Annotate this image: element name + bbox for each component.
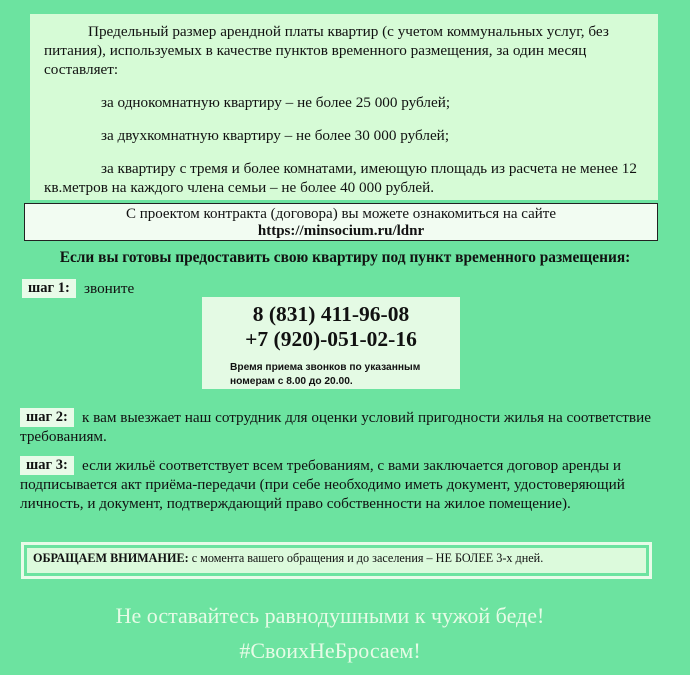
phone-number-2[interactable]: +7 (920)-051-02-16 bbox=[245, 327, 417, 351]
notice-text: с момента вашего обращения и до заселения – НЕ БОЛЕЕ 3-х дней. bbox=[188, 551, 544, 565]
call-hours-note: Время приема звонков по указанным номерам с 8.00 до 20.00. bbox=[230, 362, 421, 387]
step-3-tag: шаг 3: bbox=[20, 456, 74, 475]
phone-number-1[interactable]: 8 (831) 411-96-08 bbox=[252, 302, 410, 326]
rent-intro-text: Предельный размер арендной платы квартир (с учетом коммунальных услуг, без питания), используемых в качестве пунктов временного размещения, за один месяц составляет: bbox=[44, 23, 609, 78]
ready-heading: Если вы готовы предоставить свою квартиру под пункт временного размещения: bbox=[59, 249, 631, 266]
slogan-hashtag: #СвоихНеБросаем! bbox=[239, 638, 421, 663]
notice-box bbox=[21, 542, 652, 579]
phone-box bbox=[202, 297, 460, 389]
step-1-tag: шаг 1: bbox=[22, 279, 76, 298]
contract-text: С проектом контракта (договора) вы можете ознакомиться на сайте bbox=[125, 206, 557, 222]
step-1-text: звоните bbox=[84, 280, 135, 297]
slogan-line-1: Не оставайтесь равнодушными к чужой беде! bbox=[115, 603, 545, 628]
step-2-tag: шаг 2: bbox=[20, 408, 74, 427]
notice-label: ОБРАЩАЕМ ВНИМАНИЕ: bbox=[33, 551, 189, 565]
rent-item-one-room: за однокомнатную квартиру – не более 25 000 рублей; bbox=[101, 94, 451, 111]
rent-item-three-room: за квартиру с тремя и более комнатами, имеющую площадь из расчета не менее 12 кв.метров на каждого члена семьи – не более 40 000 рублей. bbox=[44, 160, 637, 196]
rent-item-two-room: за двухкомнатную квартиру – не более 30 000 рублей; bbox=[101, 127, 450, 144]
step-3-text: если жильё соответствует всем требованиям, с вами заключается договор аренды и подписывается акт приёма-передачи (при себе необходимо иметь документ, удостоверяющий личность, и документ, подтверждающий право собственности на жилое помещение). bbox=[20, 457, 625, 512]
contract-link-box bbox=[24, 203, 658, 241]
step-2-text: к вам выезжает наш сотрудник для оценки условий пригодности жилья на соответствие требованиям. bbox=[20, 409, 651, 445]
contract-url-link[interactable]: https://minsocium.ru/ldnr bbox=[257, 223, 425, 239]
rent-limits-box bbox=[30, 14, 658, 200]
notice-inner bbox=[27, 548, 646, 573]
